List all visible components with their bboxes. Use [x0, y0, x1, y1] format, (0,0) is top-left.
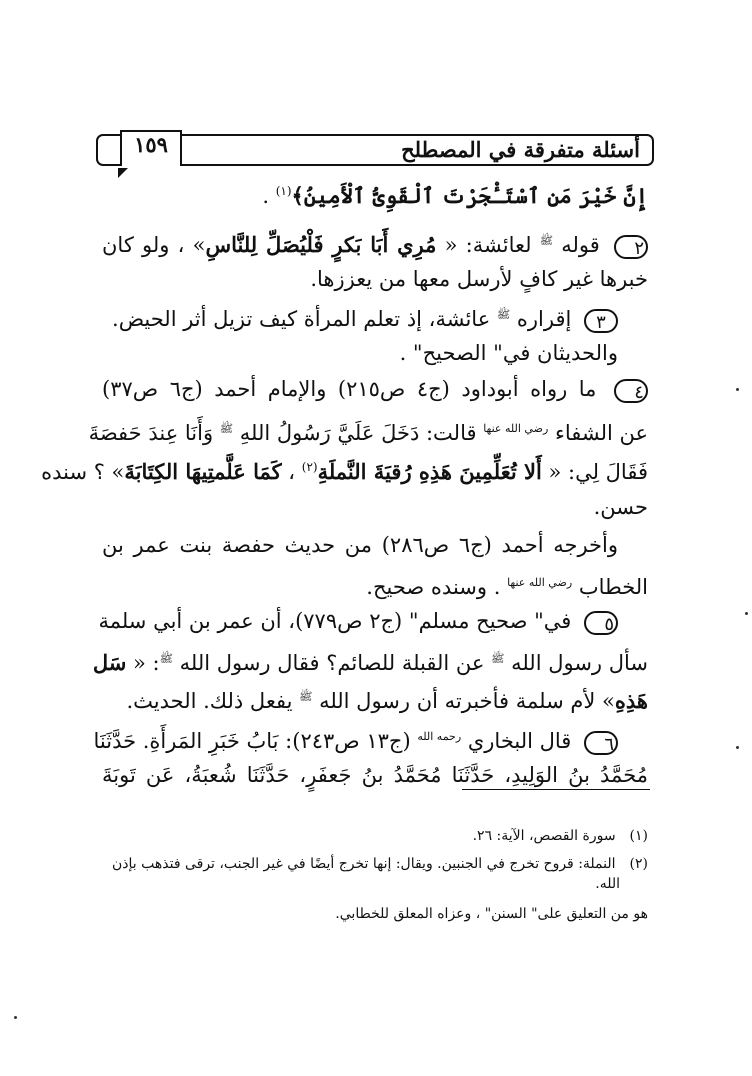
- scan-speck: [14, 1016, 17, 1019]
- text-run: مُحَمَّدُ بنُ الوَلِيدِ، حَدَّثَنَا مُحَمَّدُ بنُ جَعفَرٍ، حَدَّثَنَا شُعبَةُ، عَن تَوبَةَ: [102, 763, 648, 787]
- text-line: [102, 374, 648, 404]
- honorific-mark: ﷺ: [219, 422, 234, 435]
- text-line: [102, 682, 648, 716]
- hadith-quote: سَل: [92, 650, 127, 675]
- text-run: وأخرجه أحمد (ج٦ ص٢٨٦) من حديث حفصة بنت عمر بن: [102, 533, 618, 557]
- footnote: [102, 826, 648, 846]
- footnote-reference: (١): [275, 184, 292, 198]
- text-run: والحديثان في" الصحيح" .: [399, 341, 618, 365]
- honorific-mark: رحمه الله: [417, 730, 462, 743]
- text-run: . وسنده صحيح.: [366, 575, 508, 599]
- footnote-separator: [462, 789, 650, 790]
- page-number: ١٥٩: [134, 132, 168, 157]
- item-number-circle: ٥: [584, 611, 618, 635]
- text-line: [88, 414, 648, 448]
- text-line: [98, 606, 618, 636]
- footnote: [102, 904, 648, 924]
- text-run: عن الشفاء: [548, 421, 648, 445]
- honorific-mark: ﷺ: [159, 652, 173, 665]
- scan-speck: [736, 388, 739, 391]
- text-line: [41, 452, 648, 487]
- footnote-text: النملة: قروح تخرج في الجنبين. ويقال: إنها تخرج أيضًا في غير الجنب، ترقى فتذهب بإذن: [112, 856, 616, 872]
- footnote: [102, 874, 620, 894]
- page-header: [96, 134, 654, 166]
- text-line: [92, 644, 648, 678]
- footnote-number: (٢): [629, 856, 648, 872]
- footnote-text: هو من التعليق على" السنن" ، وعزاه المعلق للخطابي.: [335, 906, 648, 922]
- text-run: » ، ولو كان: [102, 233, 206, 257]
- text-run: ما رواه أبوداود (ج٤ ص٢١٥) والإمام أحمد (ج٦ ص٣٧): [102, 377, 608, 401]
- footnote: [102, 854, 648, 874]
- text-run: عائشة، إذ تعلم المرأة كيف تزيل أثر الحيض.: [112, 307, 497, 331]
- text-run: لعائشة: «: [436, 233, 540, 257]
- text-run: الخطاب: [572, 575, 648, 599]
- text-run: وَأَنَا عِندَ حَفصَةَ: [88, 421, 220, 445]
- hadith-quote: أَلا تُعَلِّمِينَ هَذِهِ رُقيَةَ النَّملَةِ: [317, 459, 542, 484]
- text-run: سأل رسول الله: [504, 651, 648, 675]
- quran-verse: إِنَّ خَيْرَ مَنِ ٱسْتَـْٔجَرْتَ ٱلْقَوِىُّ ٱلْأَمِينُ﴾: [291, 183, 648, 208]
- text-line: [102, 760, 648, 790]
- honorific-mark: ﷺ: [299, 690, 313, 703]
- text-line: [102, 300, 618, 334]
- honorific-mark: رضي الله عنها: [483, 422, 549, 435]
- text-run: : «: [126, 651, 160, 675]
- honorific-mark: رضي الله عنها: [507, 576, 573, 589]
- hadith-quote: هَذِهِ: [614, 688, 648, 713]
- scan-speck: [736, 746, 739, 749]
- text-run: خبرها غير كافٍ لأرسل معها من يعززها.: [310, 267, 648, 291]
- text-line: [102, 176, 648, 211]
- hadith-quote: كَمَا عَلَّمتِيهَا الكِتَابَةَ: [124, 459, 282, 484]
- honorific-mark: ﷺ: [491, 652, 505, 665]
- item-number-circle: ٤: [614, 379, 648, 403]
- footnote-reference: (٢): [301, 460, 318, 474]
- text-run: عن القبلة للصائم؟ فقال رسول الله: [172, 651, 492, 675]
- chapter-title: أسئلة متفرقة في المصطلح: [401, 137, 640, 162]
- text-line: [102, 226, 648, 260]
- text-run: ،: [281, 460, 302, 484]
- text-run: » ؟ سنده: [41, 460, 125, 484]
- text-line: [102, 530, 618, 560]
- text-line: [102, 568, 648, 602]
- text-line: [93, 722, 618, 756]
- text-run: حسن.: [593, 495, 648, 519]
- item-number-circle: ٢: [614, 235, 648, 259]
- text-line: [102, 338, 618, 368]
- text-run: (ج١٣ ص٢٤٣): بَابُ خَبَرِ المَرأَةِ. حَدَّثَنَا: [93, 729, 418, 753]
- text-line: [102, 492, 648, 522]
- item-number-circle: ٦: [584, 731, 618, 755]
- text-line: [102, 264, 648, 294]
- text-run: فَقَالَ لِي: «: [541, 460, 648, 484]
- text-run: قوله: [553, 233, 608, 257]
- text-run: قال البخاري: [461, 729, 578, 753]
- text-run: في" صحيح مسلم" (ج٢ ص٧٧٩)، أن عمر بن أبي سلمة: [98, 609, 578, 633]
- text-run: يفعل ذلك. الحديث.: [126, 689, 300, 713]
- footnote-text: سورة القصص، الآية: ٢٦.: [472, 828, 616, 844]
- text-run: إقراره: [510, 307, 578, 331]
- text-run: .: [262, 184, 276, 208]
- page-number-box: [120, 130, 182, 166]
- honorific-mark: ﷺ: [539, 234, 554, 247]
- footnote-number: (١): [629, 828, 648, 844]
- scan-speck: [745, 612, 748, 615]
- footnote-text: الله.: [595, 876, 620, 892]
- honorific-mark: ﷺ: [496, 308, 511, 321]
- text-run: » لأم سلمة فأخبرته أن رسول الله: [312, 689, 615, 713]
- text-run: قالت: دَخَلَ عَلَيَّ رَسُولُ اللهِ: [233, 421, 484, 445]
- hadith-quote: مُرِي أَبَا بَكرٍ فَلْيُصَلِّ لِلنَّاسِ: [205, 232, 437, 257]
- item-number-circle: ٣: [584, 309, 618, 333]
